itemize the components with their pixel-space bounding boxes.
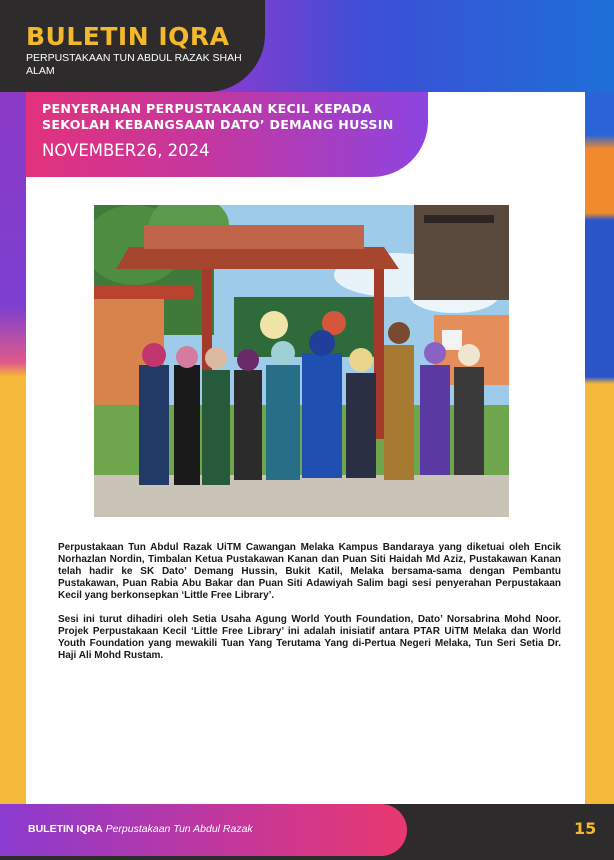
footer-brand-suffix: Perpustakaan Tun Abdul Razak xyxy=(105,823,253,835)
article-paragraph-1: Perpustakaan Tun Abdul Razak UiTM Cawangan Melaka Kampus Bandaraya yang diketuai oleh Encik Norhazlan Nordin, Timbalan Ketua Pustakawan Kanan dan Puan Siti Haidah Md Aziz, Pustakawan Kanan telah hadir ke SK Dato’ Demang Hussin, Bukit Katil, Melaka bersama-sama dengan Pembantu Pustakawan, Puan Rabia Abu Bakar dan Puan Siti Adawiyah Salim bagi sesi penyerahan Perpustakaan Kecil yang berkonsepkan ‘Little Free Library’. xyxy=(58,542,561,601)
article-date: NOVEMBER26, 2024 xyxy=(42,141,210,160)
page-number: 15 xyxy=(574,819,597,838)
footer-brand-name: BULETIN IQRA xyxy=(28,823,103,835)
article-headline-block xyxy=(26,92,428,177)
left-decorative-stripe xyxy=(0,92,26,804)
group-photo xyxy=(94,205,509,517)
masthead-title: BULETIN IQRA xyxy=(26,22,230,51)
right-decorative-stripe xyxy=(585,92,614,804)
article-title: PENYERAHAN PERPUSTAKAAN KECIL KEPADA SEKOLAH KEBANGSAAN DATO’ DEMANG HUSSIN xyxy=(42,101,394,132)
masthead-subtitle: PERPUSTAKAAN TUN ABDUL RAZAK SHAH ALAM xyxy=(26,52,242,77)
footer-brand xyxy=(28,823,253,835)
article-body xyxy=(58,542,561,674)
article-paragraph-2: Sesi ini turut dihadiri oleh Setia Usaha Agung World Youth Foundation, Dato’ Norsabrina Mohd Noor. Projek Perpustakaan Kecil ‘Little Free Library’ ini adalah inisiatif antara PTAR UiTM Melaka dan World Youth Foundation yang mewakili Tuan Yang Terutama Yang di-Pertua Negeri Melaka, Tun Seri Setia Dr. Haji Ali Mohd Rustam. xyxy=(58,614,561,661)
masthead xyxy=(0,0,265,92)
